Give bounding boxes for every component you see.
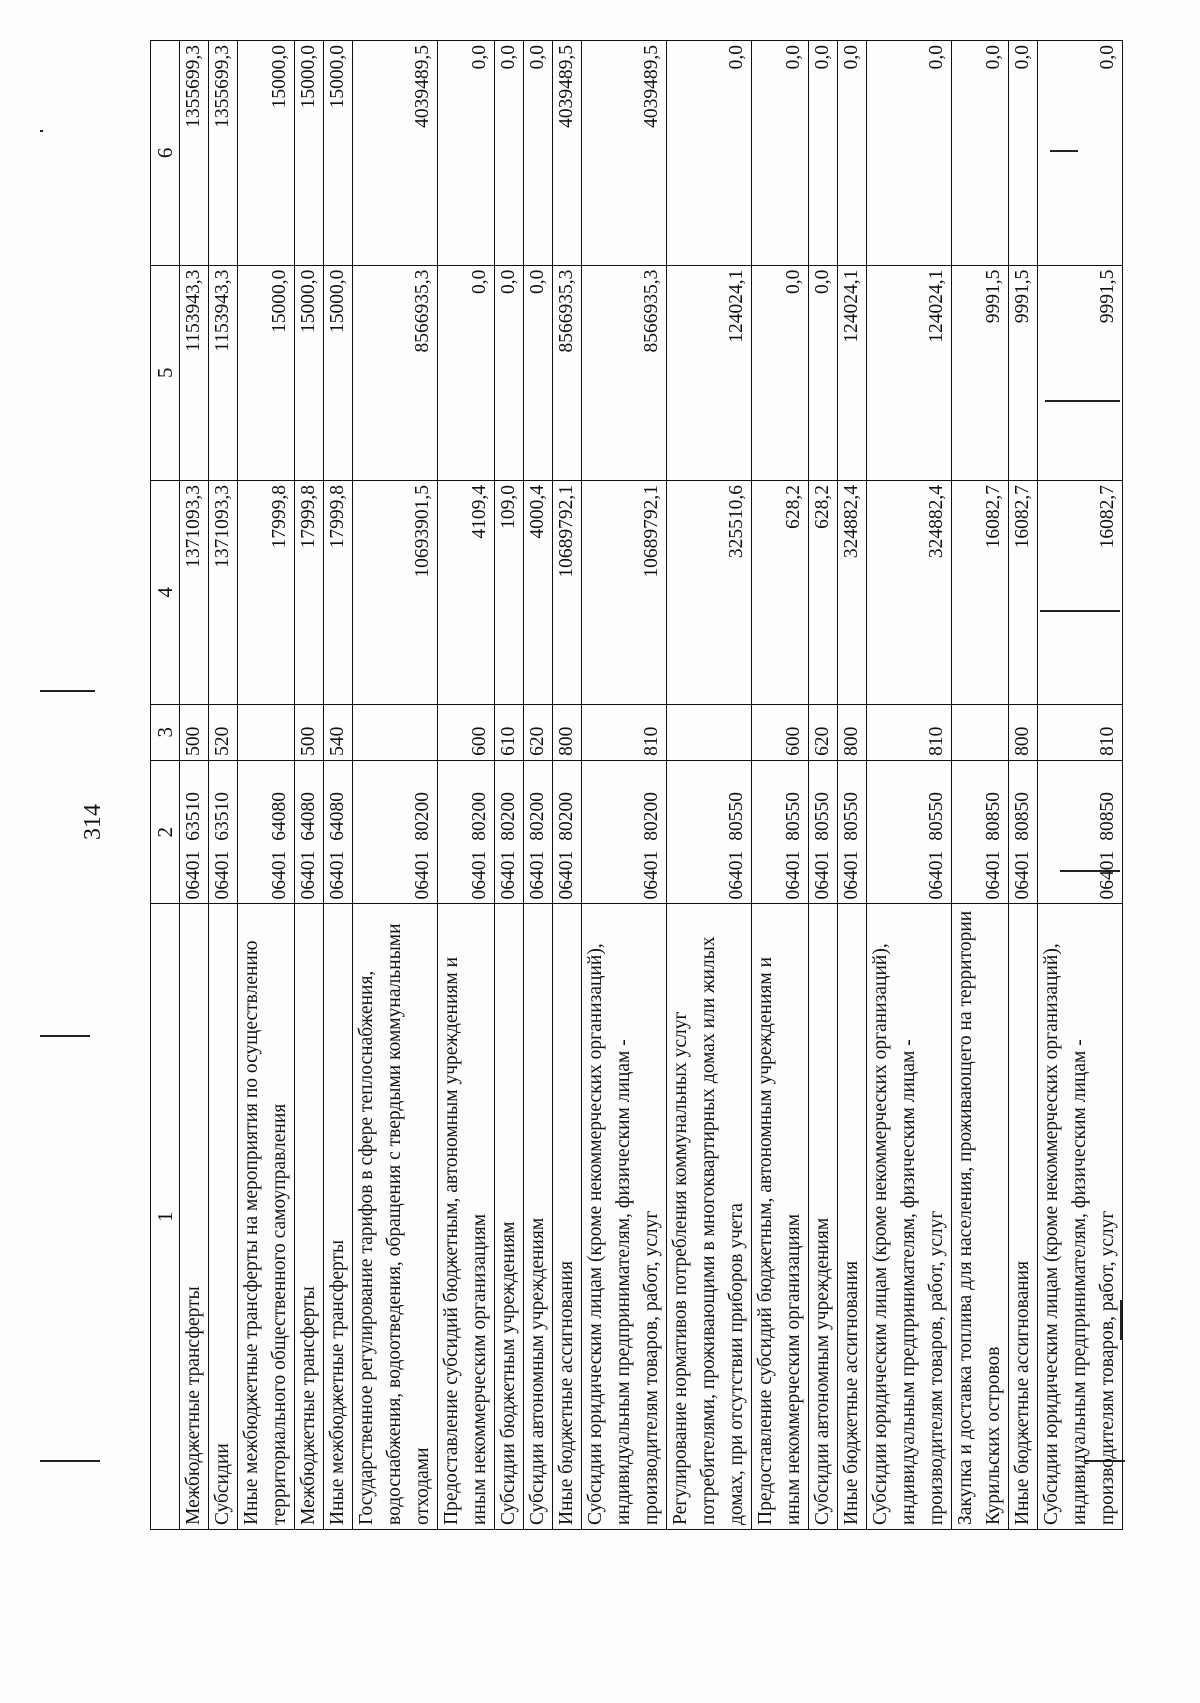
column-header: 5 (151, 265, 180, 480)
row-code (180, 760, 209, 904)
row-value-col5: 1153943,3 (209, 265, 238, 480)
row-value-col6: 0,0 (1038, 41, 1123, 266)
row-name: Субсидии (209, 904, 238, 1530)
row-name: Иные бюджетные ассигнования (838, 904, 867, 1530)
row-code (867, 760, 952, 904)
row-value-col5: 124024,1 (867, 265, 952, 480)
program-code: 06401 (527, 850, 548, 900)
program-code: 06401 (212, 850, 233, 900)
row-value-col5: 0,0 (438, 265, 495, 480)
row-value-col5: 0,0 (752, 265, 809, 480)
row-expense-type: 800 (838, 704, 867, 760)
table-row (324, 41, 353, 1530)
column-header: 2 (151, 760, 180, 904)
program-code: 06401 (498, 850, 519, 900)
row-value-col6: 15000,0 (238, 41, 295, 266)
row-value-col5: 0,0 (495, 265, 524, 480)
row-code (238, 760, 295, 904)
row-value-col4: 324882,4 (867, 480, 952, 704)
row-value-col4: 1371093,3 (209, 480, 238, 704)
direction-code: 80850 (1012, 791, 1033, 841)
row-value-col5: 124024,1 (838, 265, 867, 480)
row-value-col4: 4109,4 (438, 480, 495, 704)
program-code: 06401 (1097, 850, 1118, 900)
row-value-col4: 16082,7 (952, 480, 1009, 704)
row-value-col5: 0,0 (524, 265, 553, 480)
row-code (324, 760, 353, 904)
row-code (553, 760, 582, 904)
row-expense-type: 810 (867, 704, 952, 760)
program-code: 06401 (412, 850, 433, 900)
row-value-col4: 325510,6 (667, 480, 752, 704)
program-code: 06401 (783, 850, 804, 900)
direction-code: 80550 (812, 791, 833, 841)
table-row (1038, 41, 1123, 1530)
table-header-row (151, 41, 180, 1530)
row-value-col6: 0,0 (667, 41, 752, 266)
program-code: 06401 (983, 850, 1004, 900)
row-value-col6: 0,0 (752, 41, 809, 266)
row-value-col5: 15000,0 (324, 265, 353, 480)
row-expense-type (238, 704, 295, 760)
direction-code: 64080 (298, 791, 319, 841)
row-value-col6: 15000,0 (295, 41, 324, 266)
table-body (180, 41, 1123, 1530)
rotated-sheet (80, 40, 1118, 1530)
row-expense-type: 600 (752, 704, 809, 760)
row-expense-type: 540 (324, 704, 353, 760)
row-name: Регулирование нормативов потребления коммунальных услуг потребителями, проживающими в многоквартирных домах или жилых домах, при отсутствии приборов учета (667, 904, 752, 1530)
direction-code: 80200 (556, 791, 577, 841)
program-code: 06401 (298, 850, 319, 900)
row-value-col5: 9991,5 (1009, 265, 1038, 480)
row-value-col5: 9991,5 (1038, 265, 1123, 480)
direction-code: 63510 (212, 791, 233, 841)
table-row (353, 41, 438, 1530)
row-name: Предоставление субсидий бюджетным, автономным учреждениям и иным некоммерческим организациям (438, 904, 495, 1530)
row-value-col6: 4039489,5 (553, 41, 582, 266)
row-value-col6: 4039489,5 (353, 41, 438, 266)
row-value-col6: 1355699,3 (180, 41, 209, 266)
table-row (952, 41, 1009, 1530)
row-expense-type: 800 (1009, 704, 1038, 760)
table-row (752, 41, 809, 1530)
program-code: 06401 (556, 850, 577, 900)
table-row (438, 41, 495, 1530)
row-code (1038, 760, 1123, 904)
program-code: 06401 (641, 850, 662, 900)
table-row (238, 41, 295, 1530)
direction-code: 80850 (1097, 791, 1118, 841)
row-value-col5: 0,0 (809, 265, 838, 480)
row-code (809, 760, 838, 904)
row-expense-type: 500 (180, 704, 209, 760)
row-value-col4: 628,2 (752, 480, 809, 704)
row-value-col4: 10693901,5 (353, 480, 438, 704)
row-name: Иные бюджетные ассигнования (1009, 904, 1038, 1530)
direction-code: 80550 (726, 791, 747, 841)
row-name: Предоставление субсидий бюджетным, автономным учреждениям и иным некоммерческим организациям (752, 904, 809, 1530)
row-name: Межбюджетные трансферты (295, 904, 324, 1530)
table-row (524, 41, 553, 1530)
table-row (667, 41, 752, 1530)
row-value-col4: 324882,4 (838, 480, 867, 704)
scan-speck (40, 1460, 100, 1462)
table-row (180, 41, 209, 1530)
direction-code: 80200 (641, 791, 662, 841)
row-value-col4: 628,2 (809, 480, 838, 704)
row-value-col6: 15000,0 (324, 41, 353, 266)
row-code (952, 760, 1009, 904)
row-value-col6: 0,0 (495, 41, 524, 266)
row-name: Иные межбюджетные трансферты (324, 904, 353, 1530)
row-expense-type (667, 704, 752, 760)
row-expense-type: 520 (209, 704, 238, 760)
row-value-col5: 9991,5 (952, 265, 1009, 480)
row-value-col4: 109,0 (495, 480, 524, 704)
row-value-col4: 1371093,3 (180, 480, 209, 704)
table-row (295, 41, 324, 1530)
row-code (209, 760, 238, 904)
row-value-col6: 0,0 (838, 41, 867, 266)
row-value-col5: 8566935,3 (582, 265, 667, 480)
row-expense-type: 500 (295, 704, 324, 760)
direction-code: 80200 (412, 791, 433, 841)
row-code (295, 760, 324, 904)
row-value-col5: 1153943,3 (180, 265, 209, 480)
row-value-col4: 10689792,1 (553, 480, 582, 704)
program-code: 06401 (469, 850, 490, 900)
direction-code: 64080 (269, 791, 290, 841)
row-code (353, 760, 438, 904)
row-expense-type: 610 (495, 704, 524, 760)
row-expense-type (353, 704, 438, 760)
row-value-col6: 0,0 (438, 41, 495, 266)
program-code: 06401 (1012, 850, 1033, 900)
scan-speck (40, 130, 43, 132)
row-value-col5: 8566935,3 (553, 265, 582, 480)
scan-speck (40, 1035, 90, 1037)
table-row (809, 41, 838, 1530)
column-header: 4 (151, 480, 180, 704)
budget-table (150, 40, 1123, 1530)
row-expense-type: 620 (524, 704, 553, 760)
column-header: 3 (151, 704, 180, 760)
row-name: Субсидии юридическим лицам (кроме некоммерческих организаций), индивидуальным предпринимателям, физическим лицам - производителям товаров, работ, услуг (867, 904, 952, 1530)
column-header: 1 (151, 904, 180, 1530)
row-code (495, 760, 524, 904)
direction-code: 64080 (327, 791, 348, 841)
row-name: Иные межбюджетные трансферты на мероприятия по осуществлению территориального общественного самоуправления (238, 904, 295, 1530)
program-code: 06401 (269, 850, 290, 900)
table-row (209, 41, 238, 1530)
table-row (1009, 41, 1038, 1530)
row-code (582, 760, 667, 904)
row-name: Субсидии юридическим лицам (кроме некоммерческих организаций), индивидуальным предпринимателям, физическим лицам - производителям товаров, работ, услуг (1038, 904, 1123, 1530)
direction-code: 80550 (841, 791, 862, 841)
row-value-col6: 4039489,5 (582, 41, 667, 266)
direction-code: 80200 (469, 791, 490, 841)
row-name: Субсидии автономным учреждениям (524, 904, 553, 1530)
row-value-col6: 1355699,3 (209, 41, 238, 266)
row-expense-type: 800 (553, 704, 582, 760)
row-value-col4: 17999,8 (238, 480, 295, 704)
row-value-col4: 16082,7 (1038, 480, 1123, 704)
row-expense-type: 810 (1038, 704, 1123, 760)
direction-code: 80850 (983, 791, 1004, 841)
program-code: 06401 (812, 850, 833, 900)
row-value-col5: 15000,0 (295, 265, 324, 480)
page-number: 314 (80, 804, 106, 840)
row-name: Межбюджетные трансферты (180, 904, 209, 1530)
row-value-col4: 4000,4 (524, 480, 553, 704)
row-expense-type (952, 704, 1009, 760)
program-code: 06401 (726, 850, 747, 900)
table-row (582, 41, 667, 1530)
row-code (1009, 760, 1038, 904)
direction-code: 80200 (527, 791, 548, 841)
row-name: Субсидии бюджетным учреждениям (495, 904, 524, 1530)
row-value-col6: 0,0 (1009, 41, 1038, 266)
direction-code: 80550 (926, 791, 947, 841)
row-value-col5: 124024,1 (667, 265, 752, 480)
program-code: 06401 (926, 850, 947, 900)
program-code: 06401 (841, 850, 862, 900)
row-name: Государственное регулирование тарифов в сфере теплоснабжения, водоснабжения, водоотведения, обращения с твердыми коммунальными отходами (353, 904, 438, 1530)
column-header: 6 (151, 41, 180, 266)
program-code: 06401 (183, 850, 204, 900)
direction-code: 80550 (783, 791, 804, 841)
row-value-col5: 8566935,3 (353, 265, 438, 480)
row-name: Закупка и доставка топлива для населения, проживающего на территории Курильских островов (952, 904, 1009, 1530)
row-value-col4: 17999,8 (295, 480, 324, 704)
row-name: Субсидии юридическим лицам (кроме некоммерческих организаций), индивидуальным предпринимателям, физическим лицам - производителям товаров, работ, услуг (582, 904, 667, 1530)
row-name: Субсидии автономным учреждениям (809, 904, 838, 1530)
row-value-col4: 17999,8 (324, 480, 353, 704)
row-code (438, 760, 495, 904)
row-value-col6: 0,0 (524, 41, 553, 266)
row-value-col5: 15000,0 (238, 265, 295, 480)
table-row (495, 41, 524, 1530)
program-code: 06401 (327, 850, 348, 900)
row-value-col6: 0,0 (867, 41, 952, 266)
row-value-col4: 10689792,1 (582, 480, 667, 704)
row-code (524, 760, 553, 904)
row-expense-type: 620 (809, 704, 838, 760)
row-code (838, 760, 867, 904)
row-code (752, 760, 809, 904)
row-code (667, 760, 752, 904)
row-expense-type: 600 (438, 704, 495, 760)
table-row (838, 41, 867, 1530)
direction-code: 63510 (183, 791, 204, 841)
row-value-col6: 0,0 (809, 41, 838, 266)
table-row (867, 41, 952, 1530)
table-row (553, 41, 582, 1530)
scan-speck (40, 690, 95, 692)
row-value-col6: 0,0 (952, 41, 1009, 266)
row-expense-type: 810 (582, 704, 667, 760)
row-value-col4: 16082,7 (1009, 480, 1038, 704)
direction-code: 80200 (498, 791, 519, 841)
row-name: Иные бюджетные ассигнования (553, 904, 582, 1530)
